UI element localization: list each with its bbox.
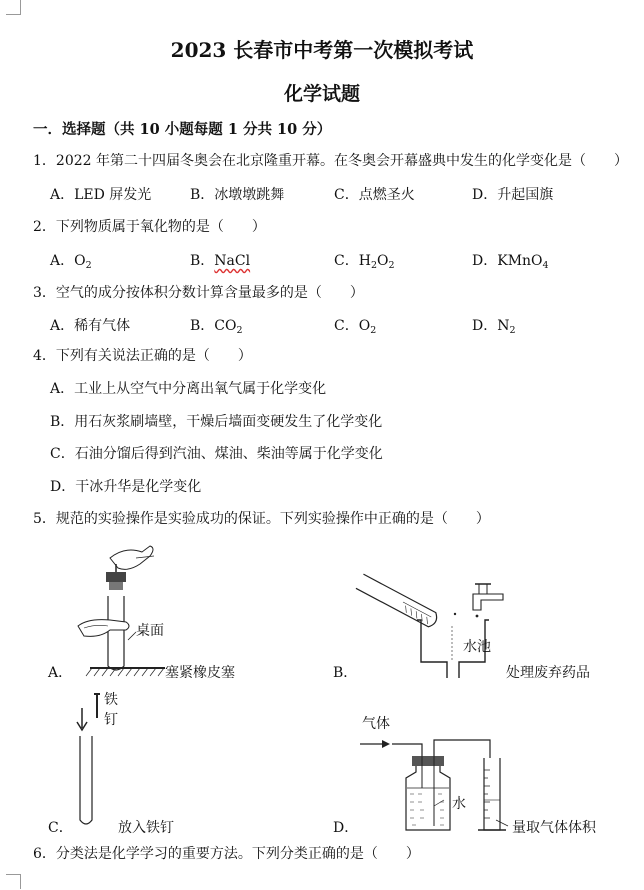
q1-option-c: C．点燃圣火	[334, 187, 415, 203]
question-6-stem: 6．分类法是化学学习的重要方法。下列分类正确的是（ ）	[33, 846, 420, 862]
q5-figure-c-label-2: 钉	[104, 712, 118, 728]
q1-option-d: D．升起国旗	[472, 187, 554, 203]
stopper-insertion-diagram	[70, 538, 170, 678]
q2-option-b: B．NaCl	[190, 253, 251, 269]
q4-option-a: A．工业上从空气中分离出氧气属于化学变化	[50, 381, 327, 397]
q5-figure-d-caption: 量取气体体积	[512, 820, 596, 836]
q2-option-a: A．$O_2$	[50, 253, 92, 271]
q5-figure-a-label: 桌面	[136, 623, 164, 639]
gas-volume-diagram	[360, 730, 515, 835]
exam-title: 2023 长春市中考第一次模拟考试	[170, 38, 474, 62]
question-2-stem: 2．下列物质属于氧化物的是（ ）	[33, 219, 266, 235]
q1-option-b: B．冰墩墩跳舞	[190, 187, 285, 203]
q3-option-a: A．稀有气体	[50, 318, 131, 334]
q2-option-d: D．KMnO$_4$	[472, 253, 549, 271]
crop-mark-bottom	[6, 874, 21, 889]
waste-disposal-diagram	[355, 570, 505, 680]
q3-option-d: D．$N_2$	[472, 318, 516, 336]
q5-figure-d-water-label: 水	[452, 796, 466, 812]
section-heading: 一．选择题（共 10 小题每题 1 分共 10 分）	[33, 121, 332, 138]
q4-option-c: C．石油分馏后得到汽油、煤油、柴油等属于化学变化	[50, 446, 383, 462]
q4-option-b: B．用石灰浆刷墙壁，干燥后墙面变硬发生了化学变化	[50, 414, 383, 430]
q5-figure-a-caption: 塞紧橡皮塞	[165, 665, 235, 681]
q5-figure-c-label-1: 铁	[104, 692, 118, 708]
q5-figure-b-label: 水池	[463, 639, 491, 655]
q3-option-b: B．$CO_2$	[190, 318, 243, 336]
q5-figure-c-caption: 放入铁钉	[118, 820, 174, 836]
q2-option-c: C．$H_2O_2$	[334, 253, 395, 271]
q4-option-d: D．干冰升华是化学变化	[50, 479, 202, 495]
q1-option-a: A．LED 屏发光	[50, 187, 152, 203]
q5-figure-d-letter: D．	[333, 820, 359, 836]
q5-figure-b-letter: B．	[333, 665, 358, 681]
question-4-stem: 4．下列有关说法正确的是（ ）	[33, 348, 252, 364]
question-3-stem: 3．空气的成分按体积分数计算含量最多的是（ ）	[33, 285, 364, 301]
exam-subtitle: 化学试题	[283, 83, 360, 105]
crop-mark-top	[6, 0, 21, 15]
q5-figure-b-caption: 处理废弃药品	[506, 665, 590, 681]
question-5-stem: 5．规范的实验操作是实验成功的保证。下列实验操作中正确的是（ ）	[33, 511, 490, 527]
q5-figure-d-gas-label: 气体	[362, 716, 390, 732]
q5-figure-c-letter: C．	[48, 820, 73, 836]
q3-option-c: C．$O_2$	[334, 318, 377, 336]
q5-figure-a-letter: A．	[48, 665, 73, 681]
question-1-stem: 1．2022 年第二十四届冬奥会在北京隆重开幕。在冬奥会开幕盛典中发生的化学变化是（ ）	[33, 153, 628, 169]
